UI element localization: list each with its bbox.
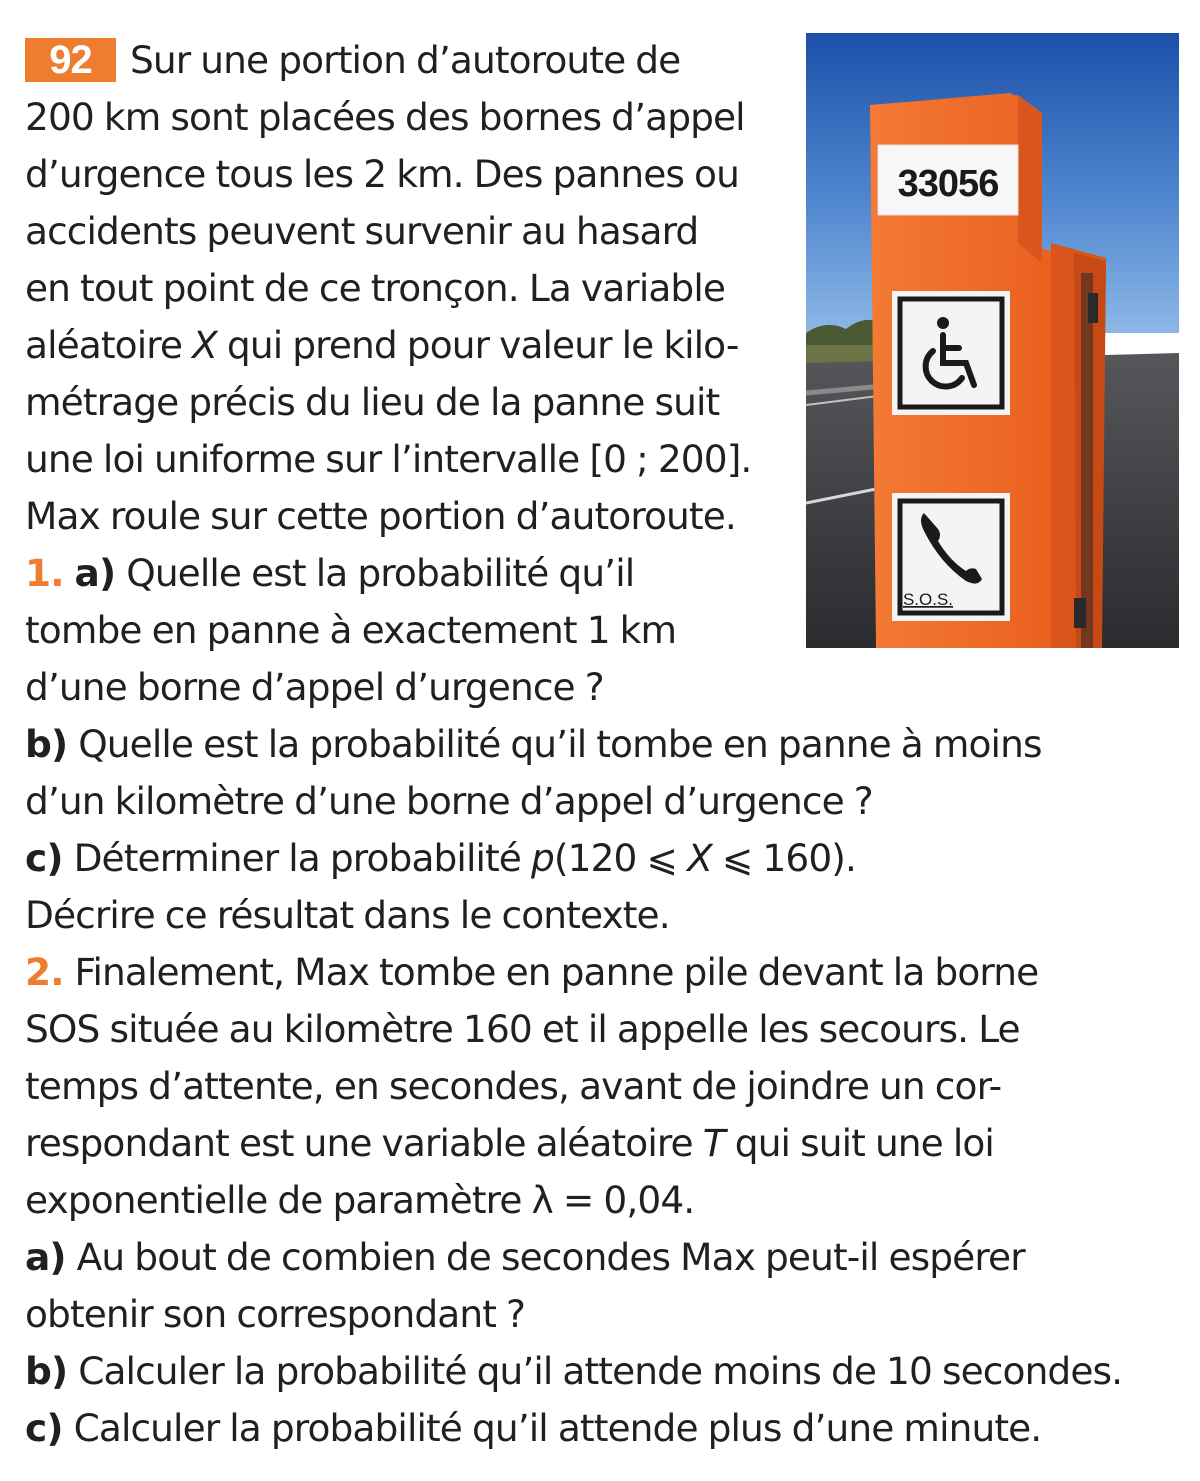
- sos-borne-photo: [806, 33, 1179, 648]
- intro-line-4: accidents peuvent survenir au hasard: [25, 209, 699, 253]
- q2a-line-1: a) Au bout de combien de secondes Max peut-il espérer: [25, 1229, 1025, 1286]
- side-knob-bottom: [1074, 598, 1086, 628]
- q1a-label: a): [74, 551, 116, 595]
- intro-line-3: d’urgence tous les 2 km. Des pannes ou: [25, 152, 739, 196]
- q2-line-3: temps d’attente, en secondes, avant de joindre un cor-: [25, 1064, 1002, 1108]
- q2b-label: b): [25, 1349, 68, 1393]
- intro-line-7: métrage précis du lieu de la panne suit: [25, 380, 720, 424]
- q1c-line-2: Décrire ce résultat dans le contexte.: [25, 893, 670, 937]
- q2a-label: a): [25, 1235, 66, 1279]
- intro-line-1: Sur une portion d’autoroute de: [130, 38, 681, 82]
- q1c-label: c): [25, 836, 63, 880]
- q2-line-4: respondant est une variable aléatoire T qui suit une loi: [25, 1121, 994, 1165]
- intro-line-2: 200 km sont placées des bornes d’appel: [25, 95, 745, 139]
- q2-line-2: SOS située au kilomètre 160 et il appelle les secours. Le: [25, 1007, 1020, 1051]
- q1a-line-2: tombe en panne à exactement 1 km: [25, 608, 677, 652]
- q2-line-5: exponentielle de paramètre λ = 0,04.: [25, 1178, 695, 1222]
- box-number-text: 33056: [897, 163, 999, 205]
- exercise-number-badge: 92: [25, 38, 116, 82]
- q1b-line-1: b) Quelle est la probabilité qu’il tombe en panne à moins: [25, 716, 1042, 773]
- intro-line-8: une loi uniforme sur l’intervalle [0 ; 200].: [25, 437, 752, 481]
- question-2-number: 2.: [25, 950, 64, 994]
- intro-line-9: Max roule sur cette portion d’autoroute.: [25, 494, 736, 538]
- sos-label: S.O.S.: [902, 590, 954, 609]
- q1a-line-1: 1. a) Quelle est la probabilité qu’il: [25, 545, 634, 602]
- borne-side-dark-strip: [1081, 273, 1093, 648]
- q1a-line-3: d’une borne d’appel d’urgence ?: [25, 665, 604, 709]
- wheelchair-sign-bg: [892, 291, 1010, 415]
- q1b-line-2: d’un kilomètre d’une borne d’appel d’urgence ?: [25, 779, 873, 823]
- q2-line-1: 2. Finalement, Max tombe en panne pile devant la borne: [25, 944, 1038, 1001]
- q2c-label: c): [25, 1406, 63, 1450]
- side-knob-top: [1088, 293, 1098, 323]
- intro-line-6: aléatoire X qui prend pour valeur le kilo-: [25, 317, 763, 374]
- q1b-label: b): [25, 722, 68, 766]
- q2b-line: b) Calculer la probabilité qu’il attende moins de 10 secondes.: [25, 1343, 1122, 1400]
- q1c-line-1: c) Déterminer la probabilité p(120 ⩽ X ⩽ 160).: [25, 830, 856, 887]
- q2c-line: c) Calculer la probabilité qu’il attende plus d’une minute.: [25, 1400, 1041, 1457]
- q2a-line-2: obtenir son correspondant ?: [25, 1292, 526, 1336]
- borne-front-right: [1018, 95, 1042, 263]
- intro-line-5: en tout point de ce tronçon. La variable: [25, 266, 726, 310]
- variable-x: X: [192, 323, 217, 367]
- question-1-number: 1.: [25, 551, 64, 595]
